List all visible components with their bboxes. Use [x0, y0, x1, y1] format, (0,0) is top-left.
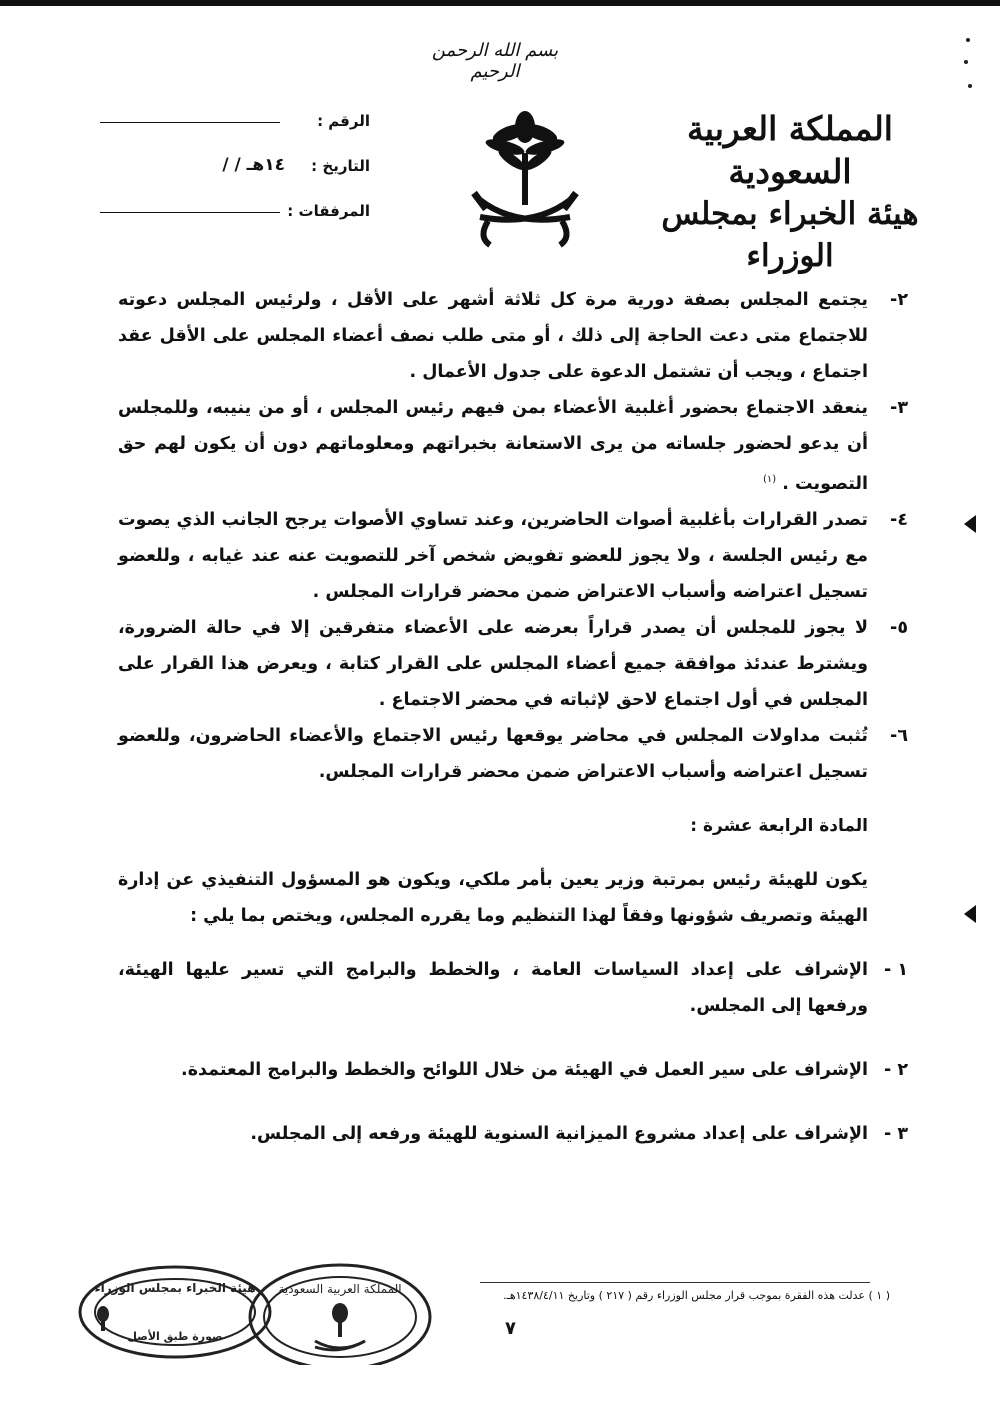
- item-text: الإشراف على سير العمل في الهيئة من خلال اللوائح والخطط والبرامج المعتمدة.: [181, 1059, 868, 1080]
- list-item: [118, 1052, 908, 1088]
- item-text: الإشراف على إعداد السياسات العامة ، والخطط والبرامج التي تسير عليها الهيئة، ورفعها إلى المجلس.: [118, 959, 868, 1016]
- list-item: [118, 952, 908, 1024]
- stamp-subtitle: صورة طبق الأصل: [127, 1330, 223, 1343]
- list-item: [118, 718, 908, 790]
- ref-attachments-line: [100, 212, 280, 213]
- footnote-divider: [480, 1282, 870, 1283]
- list-item: [118, 282, 908, 390]
- item-number: ١ -: [883, 959, 908, 980]
- item-number: ٥-: [890, 617, 908, 638]
- list-item: [118, 502, 908, 610]
- ref-attachments-row: [100, 202, 370, 247]
- margin-marker-icon: [964, 905, 976, 923]
- issuer-header: [625, 108, 955, 277]
- list-item: [118, 390, 908, 502]
- document-body: [118, 282, 908, 1152]
- item-number: ٣ -: [883, 1123, 908, 1144]
- item-text: لا يجوز للمجلس أن يصدر قراراً بعرضه على الأعضاء متفرقين إلا في حالة الضرورة، ويشترط عندئذ موافقة جميع أعضاء المجلس على القرار كتابة ، ويعرض هذا القرار على المجلس في أول اجتماع لاحق لإثباته في محضر الاجتماع .: [118, 617, 868, 710]
- article-title: المادة الرابعة عشرة :: [690, 815, 868, 836]
- article-intro: يكون للهيئة رئيس بمرتبة وزير يعين بأمر ملكي، ويكون هو المسؤول التنفيذي عن إدارة الهيئة وتصريف شؤونها وفقاً لهذا التنظيم وما يقرره المجلس، ويختص بما يلي :: [118, 869, 868, 926]
- ref-attachments-label: المرفقات :: [287, 202, 370, 220]
- item-text: ينعقد الاجتماع بحضور أغلبية الأعضاء بمن فيهم رئيس المجلس ، أو من ينيبه، وللمجلس أن يدعو لحضور جلساته من يرى الاستعانة بخبراتهم ومعلوماتهم دون أن يكون لهم حق التصويت .: [118, 398, 868, 494]
- ref-date-value: / / ١٤هـ: [222, 155, 285, 175]
- seal-text: المملكة العربية السعودية: [278, 1282, 402, 1296]
- item-text: الإشراف على إعداد مشروع الميزانية السنوية للهيئة ورفعه إلى المجلس.: [250, 1123, 868, 1144]
- reference-block: [100, 112, 370, 247]
- ref-date-row: [100, 157, 370, 202]
- saudi-emblem-icon: [470, 105, 580, 250]
- item-number: ٣-: [890, 398, 908, 418]
- item-number: ٢ -: [883, 1059, 908, 1080]
- ref-number-label: الرقم :: [317, 112, 370, 130]
- copy-certification-stamp: [75, 1262, 275, 1362]
- kingdom-name: المملكة العربية السعودية: [687, 109, 893, 191]
- authority-name: هيئة الخبراء بمجلس الوزراء: [661, 195, 919, 274]
- ref-date-label: التاريخ :: [311, 157, 370, 175]
- item-number: ٢-: [890, 290, 908, 310]
- list-item: [118, 610, 908, 718]
- item-number: ٤-: [890, 509, 908, 530]
- stamp-title: هيئة الخبراء بمجلس الوزراء: [94, 1281, 256, 1295]
- footnote-reference: (١): [762, 474, 777, 485]
- footnote: ( ١ ) عدلت هذه الفقرة بموجب قرار مجلس الوزراء رقم ( ٢١٧ ) وتاريخ ١٤٣٨/٤/١١هـ.: [503, 1289, 890, 1302]
- basmala: بسم الله الرحمن الرحيم: [431, 40, 559, 82]
- list-item: [118, 1116, 908, 1152]
- item-text: تصدر القرارات بأغلبية أصوات الحاضرين، وعند تساوي الأصوات يرجح الجانب الذي يصوت مع رئيس الجلسة ، ولا يجوز للعضو تفويض شخص آخر للتصويت عنه عند غيابه ، وللعضو تسجيل اعتراضه وأسباب الاعتراض ضمن محضر قرارات المجلس .: [118, 509, 868, 602]
- ref-number-row: [100, 112, 370, 157]
- ref-number-line: [100, 122, 280, 123]
- item-text: يجتمع المجلس بصفة دورية مرة كل ثلاثة أشهر على الأقل ، ولرئيس المجلس دعوته للاجتماع متى دعت الحاجة إلى ذلك ، أو متى طلب نصف أعضاء المجلس على الأقل عقد اجتماع ، ويجب أن تشتمل الدعوة على جدول الأعمال .: [118, 290, 868, 382]
- item-text: تُثبت مداولات المجلس في محاضر يوقعها رئيس الاجتماع والأعضاء الحاضرون، وللعضو تسجيل اعتراضه وأسباب الاعتراض ضمن محضر قرارات المجلس.: [118, 725, 868, 782]
- item-number: ٦-: [890, 725, 908, 746]
- margin-marker-icon: [964, 515, 976, 533]
- page-number: ٧: [505, 1318, 516, 1339]
- scan-top-border: [0, 0, 1000, 6]
